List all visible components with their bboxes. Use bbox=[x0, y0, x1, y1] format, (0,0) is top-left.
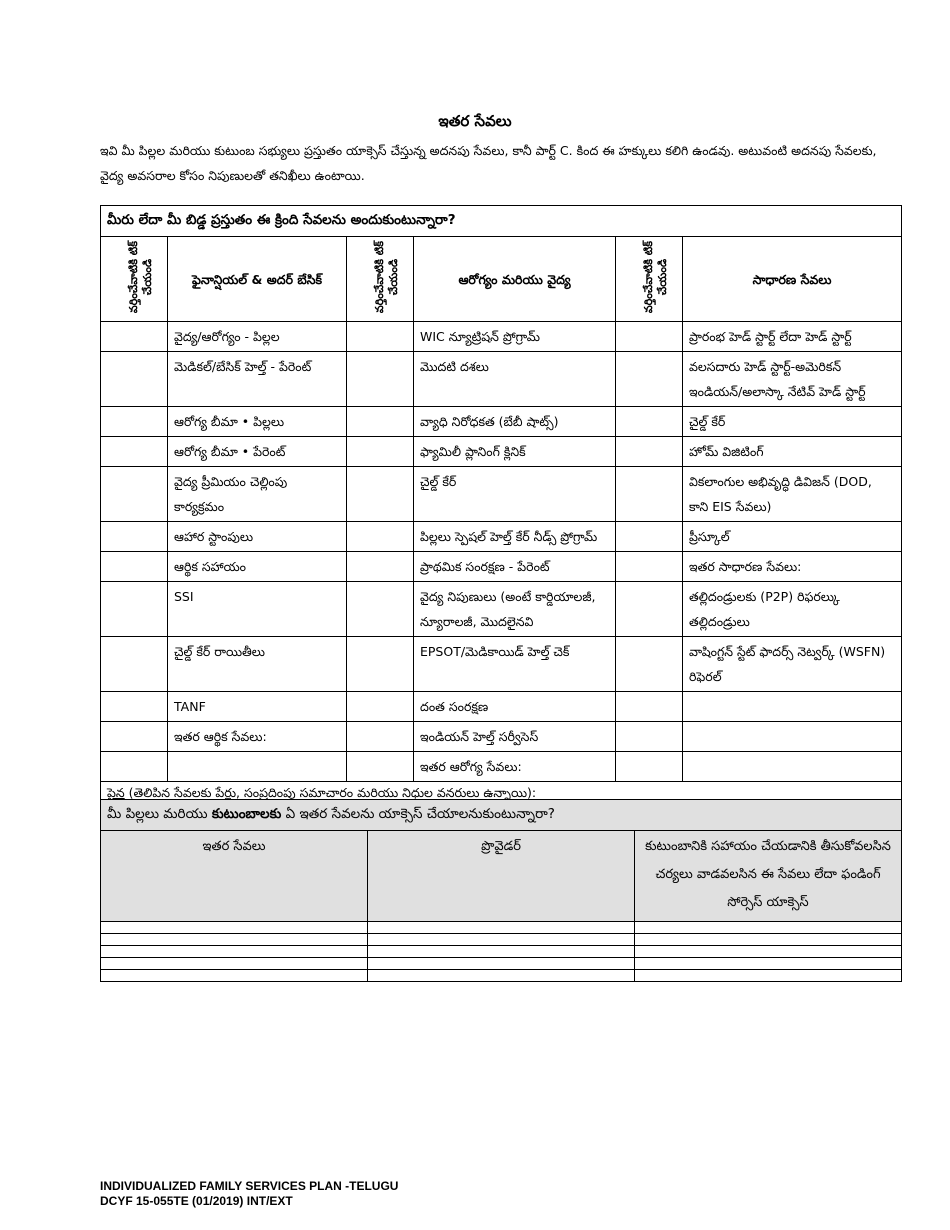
service-row bbox=[101, 522, 902, 552]
service-row bbox=[101, 322, 902, 352]
service-row bbox=[101, 552, 902, 582]
service-label: వికలాంగుల అభివృద్ధి డివిజన్ (DOD, కాని EIS సేవలు) bbox=[683, 467, 902, 522]
checkbox-cell[interactable] bbox=[616, 692, 683, 722]
entry-cell[interactable] bbox=[635, 970, 902, 982]
service-label: EPSOT/మెడికాయిడ్ హెల్త్ చెక్ bbox=[414, 637, 616, 692]
health-header: ఆరోగ్యం మరియు వైద్య bbox=[414, 237, 616, 322]
service-label: ఇతర సాధారణ సేవలు: bbox=[683, 552, 902, 582]
form-footer bbox=[100, 1179, 398, 1209]
form-title: INDIVIDUALIZED FAMILY SERVICES PLAN -TELUGU bbox=[100, 1179, 399, 1193]
service-label: చైల్డ్ కేర్ bbox=[683, 407, 902, 437]
service-label: WIC న్యూట్రిషన్ ప్రోగ్రామ్ bbox=[414, 322, 616, 352]
checkbox-cell[interactable] bbox=[616, 407, 683, 437]
service-label: ప్రీస్కూల్ bbox=[683, 522, 902, 552]
actions-header: కుటుంబానికి సహాయం చేయడానికి తీసుకోవలసిన చర్యలు వాడవలసిన ఈ సేవలు లేదా ఫండింగ్ సోర్సెస్ యాక్సెస్ bbox=[635, 831, 902, 922]
checkbox-cell[interactable] bbox=[101, 522, 168, 552]
intro-paragraph: ఇవి మీ పిల్లల మరియు కుటుంబ సభ్యులు ప్రస్తుతం యాక్సెస్ చేస్తున్న అదనపు సేవలు, కానీ పార్ట్ C. కింద ఈ హక్కులు కలిగి ఉండవు. అటువంటి అదనపు సేవలకు, వైద్య అవసరాల కోసం నిపుణులతో తనిఖీలు ఉంటాయి. bbox=[100, 143, 877, 183]
checkbox-cell[interactable] bbox=[347, 407, 414, 437]
checkbox-cell[interactable] bbox=[347, 752, 414, 782]
service-row bbox=[101, 692, 902, 722]
service-label: ఇతర ఆర్థిక సేవలు: bbox=[168, 722, 347, 752]
current-services-table bbox=[100, 205, 902, 829]
checkbox-cell[interactable] bbox=[616, 437, 683, 467]
checkbox-cell[interactable] bbox=[101, 637, 168, 692]
checkbox-cell[interactable] bbox=[347, 322, 414, 352]
services-footer-note[interactable]: పైన (తెలిపిన సేవలకు పేర్లు, సంప్రదింపు సమాచారం మరియు నిధుల వనరులు ఉన్నాయి): bbox=[101, 782, 902, 829]
checkbox-cell[interactable] bbox=[347, 467, 414, 522]
form-number: DCYF 15-055TE (01/2019) INT/EXT bbox=[100, 1194, 293, 1208]
service-label: ఇతర ఆరోగ్య సేవలు: bbox=[414, 752, 616, 782]
checkbox-cell[interactable] bbox=[347, 437, 414, 467]
entry-row bbox=[101, 946, 902, 958]
checkbox-cell[interactable] bbox=[347, 722, 414, 752]
checkbox-cell[interactable] bbox=[616, 552, 683, 582]
entry-cell[interactable] bbox=[101, 934, 368, 946]
entry-cell[interactable] bbox=[101, 946, 368, 958]
entry-cell[interactable] bbox=[368, 958, 635, 970]
service-row bbox=[101, 407, 902, 437]
checkbox-cell[interactable] bbox=[347, 692, 414, 722]
service-label bbox=[168, 752, 347, 782]
service-row bbox=[101, 722, 902, 752]
general-header: సాధారణ సేవలు bbox=[683, 237, 902, 322]
checkbox-cell[interactable] bbox=[101, 752, 168, 782]
service-label: తల్లిదండ్రులకు (P2P) రిఫరల్కు తల్లిదండ్రులు bbox=[683, 582, 902, 637]
service-label: హోమ్ విజిటింగ్ bbox=[683, 437, 902, 467]
entry-cell[interactable] bbox=[101, 958, 368, 970]
entry-cell[interactable] bbox=[101, 970, 368, 982]
desired-services-table bbox=[100, 799, 902, 982]
entry-row bbox=[101, 934, 902, 946]
entry-cell[interactable] bbox=[635, 922, 902, 934]
service-row bbox=[101, 352, 902, 407]
checkbox-cell[interactable] bbox=[616, 467, 683, 522]
check-header: వర్తించేవాటికి టిక్ చేయండి bbox=[347, 237, 414, 322]
service-label: వలసదారు హెడ్ స్టార్ట్-అమెరికన్ ఇండియన్/అలాస్కా నేటివ్ హెడ్ స్టార్ట్ bbox=[683, 352, 902, 407]
other-services-header: ఇతర సేవలు bbox=[101, 831, 368, 922]
entry-row bbox=[101, 922, 902, 934]
checkbox-cell[interactable] bbox=[616, 722, 683, 752]
service-label: ఆరోగ్య బీమా • పిల్లలు bbox=[168, 407, 347, 437]
service-label bbox=[683, 692, 902, 722]
service-label: వైద్య నిపుణులు (అంటే కార్డియాలజీ, న్యూరాలజీ, మొదలైనవి bbox=[414, 582, 616, 637]
checkbox-cell[interactable] bbox=[101, 582, 168, 637]
checkbox-cell[interactable] bbox=[616, 582, 683, 637]
service-label: ప్రారంభ హెడ్ స్టార్ట్ లేదా హెడ్ స్టార్ట్ bbox=[683, 322, 902, 352]
checkbox-cell[interactable] bbox=[616, 352, 683, 407]
checkbox-cell[interactable] bbox=[616, 637, 683, 692]
service-label: వ్యాధి నిరోధకత (బేబీ షాట్స్) bbox=[414, 407, 616, 437]
checkbox-cell[interactable] bbox=[101, 722, 168, 752]
checkbox-cell[interactable] bbox=[101, 437, 168, 467]
service-label: TANF bbox=[168, 692, 347, 722]
checkbox-cell[interactable] bbox=[616, 522, 683, 552]
access-question: మీ పిల్లలు మరియు కుటుంబాలకు ఏ ఇతర సేవలను యాక్సెస్ చేయాలనుకుంటున్నారా? bbox=[101, 800, 902, 831]
checkbox-cell[interactable] bbox=[347, 637, 414, 692]
service-label: ఆర్థిక సహాయం bbox=[168, 552, 347, 582]
checkbox-cell[interactable] bbox=[347, 582, 414, 637]
checkbox-cell[interactable] bbox=[101, 352, 168, 407]
service-row bbox=[101, 752, 902, 782]
financial-header: ఫైనాన్షియల్ & అదర్ బేసిక్ bbox=[168, 237, 347, 322]
service-label: ఇండియన్ హెల్త్ సర్వీసెస్ bbox=[414, 722, 616, 752]
service-row bbox=[101, 467, 902, 522]
entry-cell[interactable] bbox=[368, 934, 635, 946]
entry-cell[interactable] bbox=[635, 934, 902, 946]
service-row bbox=[101, 637, 902, 692]
page-title: ఇతర సేవలు bbox=[438, 112, 512, 130]
entry-cell[interactable] bbox=[368, 922, 635, 934]
entry-row bbox=[101, 958, 902, 970]
service-label: వైద్య/ఆరోగ్యం - పిల్లల bbox=[168, 322, 347, 352]
service-label: ప్రాథమిక సంరక్షణ - పేరెంట్ bbox=[414, 552, 616, 582]
service-label: వాషింగ్టన్ స్టేట్ ఫాదర్స్ నెట్వర్క్ (WSFN) రిఫెరల్ bbox=[683, 637, 902, 692]
entry-cell[interactable] bbox=[635, 958, 902, 970]
entry-row bbox=[101, 970, 902, 982]
checkbox-cell[interactable] bbox=[347, 552, 414, 582]
service-label: దంత సంరక్షణ bbox=[414, 692, 616, 722]
services-question: మీరు లేదా మీ బిడ్డ ప్రస్తుతం ఈ క్రింది సేవలను అందుకుంటున్నారా? bbox=[101, 206, 902, 237]
service-label: చైల్డ్ కేర్ రాయితీలు bbox=[168, 637, 347, 692]
checkbox-cell[interactable] bbox=[616, 752, 683, 782]
checkbox-cell[interactable] bbox=[101, 552, 168, 582]
service-label: ఫ్యామిలీ ప్లానింగ్ క్లినిక్ bbox=[414, 437, 616, 467]
entry-cell[interactable] bbox=[101, 922, 368, 934]
service-row bbox=[101, 582, 902, 637]
service-label: చైల్డ్ కేర్ bbox=[414, 467, 616, 522]
entry-cell[interactable] bbox=[368, 970, 635, 982]
service-label: ఆహార స్టాంపులు bbox=[168, 522, 347, 552]
service-label bbox=[683, 722, 902, 752]
checkbox-cell[interactable] bbox=[101, 467, 168, 522]
checkbox-cell[interactable] bbox=[101, 407, 168, 437]
check-header: వర్తించేవాటికి టిక్ చేయండి bbox=[616, 237, 683, 322]
check-header: వర్తించేవాటికి టిక్ చేయండి bbox=[101, 237, 168, 322]
checkbox-cell[interactable] bbox=[101, 322, 168, 352]
entry-cell[interactable] bbox=[368, 946, 635, 958]
service-label bbox=[683, 752, 902, 782]
checkbox-cell[interactable] bbox=[347, 522, 414, 552]
service-label: మెడికల్/బేసిక్ హెల్త్ - పేరెంట్ bbox=[168, 352, 347, 407]
service-row bbox=[101, 437, 902, 467]
service-label: SSI bbox=[168, 582, 347, 637]
checkbox-cell[interactable] bbox=[616, 322, 683, 352]
checkbox-cell[interactable] bbox=[347, 352, 414, 407]
service-label: వైద్య ప్రీమియం చెల్లింపు కార్యక్రమం bbox=[168, 467, 347, 522]
entry-cell[interactable] bbox=[635, 946, 902, 958]
checkbox-cell[interactable] bbox=[101, 692, 168, 722]
service-label: పిల్లలు స్పెషల్ హెల్త్ కేర్ నీడ్స్ ప్రోగ్రామ్ bbox=[414, 522, 616, 552]
provider-header: ప్రొవైడర్ bbox=[368, 831, 635, 922]
service-label: మొదటి దశలు bbox=[414, 352, 616, 407]
service-label: ఆరోగ్య బీమా • పేరెంట్ bbox=[168, 437, 347, 467]
